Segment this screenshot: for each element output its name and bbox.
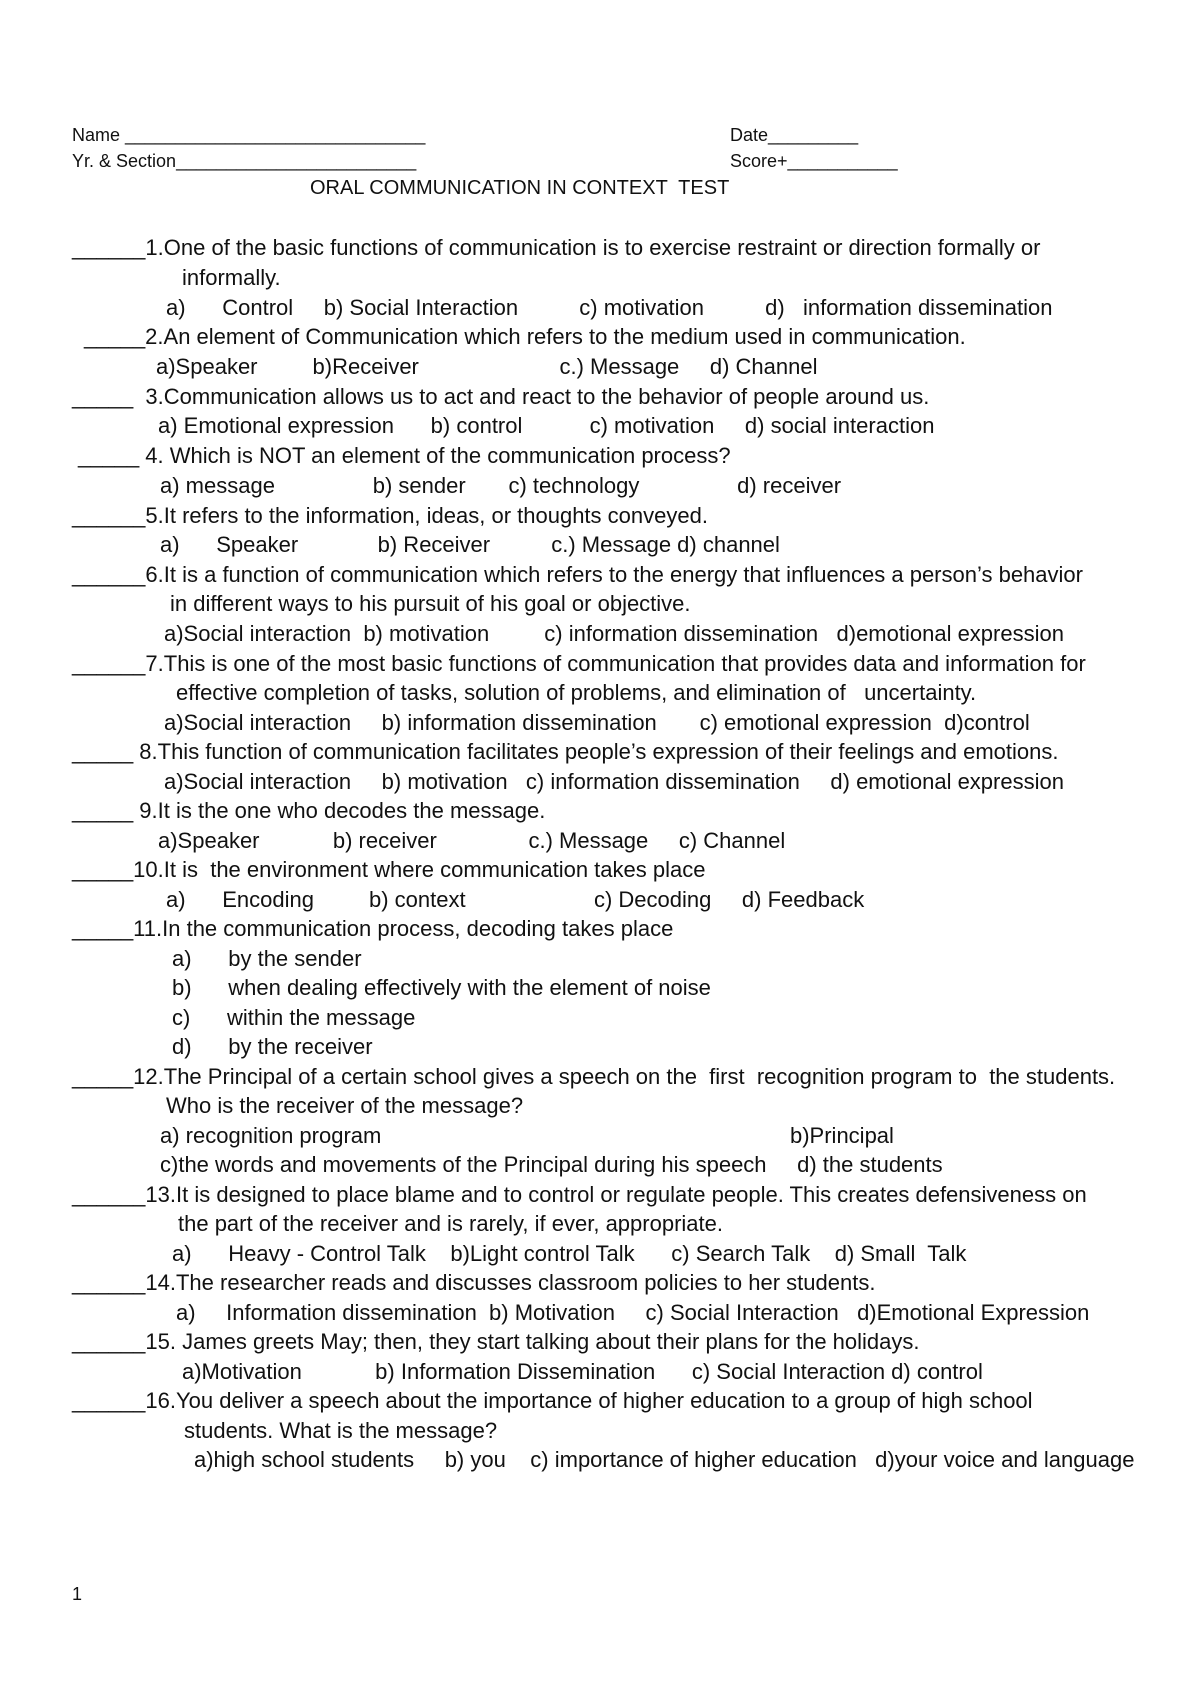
date-blank: _________ — [768, 125, 859, 145]
section-field — [72, 150, 416, 172]
score-field — [730, 150, 898, 172]
question-11-option-c: c) within the message — [172, 1005, 416, 1030]
question-7: ______7.This is one of the most basic functions of communication that provides data and information for — [72, 651, 1086, 676]
question-6: ______6.It is a function of communication which refers to the energy that influences a person’s behavior — [72, 562, 1083, 587]
question-6-continued: in different ways to his pursuit of his goal or objective. — [170, 591, 691, 616]
question-4-choices: a) message b) sender c) technology d) receiver — [160, 473, 842, 498]
score-label: Score+ — [730, 151, 788, 171]
question-16: ______16.You deliver a speech about the importance of higher education to a group of high school — [72, 1388, 1033, 1413]
question-6-choices: a)Social interaction b) motivation c) information dissemination d)emotional expression — [164, 621, 1064, 646]
question-7-continued: effective completion of tasks, solution of problems, and elimination of uncertainty. — [176, 680, 977, 705]
question-14-choices: a) Information dissemination b) Motivation c) Social Interaction d)Emotional Expression — [176, 1300, 1090, 1325]
question-12-continued: Who is the receiver of the message? — [166, 1093, 524, 1118]
question-8: _____ 8.This function of communication facilitates people’s expression of their feelings and emotions. — [72, 739, 1059, 764]
question-7-choices: a)Social interaction b) information dissemination c) emotional expression d)control — [164, 710, 1030, 735]
date-field — [730, 124, 858, 146]
question-12-choice-a: a) recognition program — [160, 1123, 382, 1148]
question-15-choices: a)Motivation b) Information Dissemination c) Social Interaction d) control — [182, 1359, 983, 1384]
question-10: _____10.It is the environment where communication takes place — [72, 857, 706, 882]
name-field — [72, 124, 425, 146]
page-title: ORAL COMMUNICATION IN CONTEXT TEST — [310, 177, 730, 199]
question-9: _____ 9.It is the one who decodes the message. — [72, 798, 546, 823]
question-13-choices: a) Heavy - Control Talk b)Light control Talk c) Search Talk d) Small Talk — [172, 1241, 967, 1266]
question-16-continued: students. What is the message? — [184, 1418, 498, 1443]
question-5: ______5.It refers to the information, ideas, or thoughts conveyed. — [72, 503, 708, 528]
page-number: 1 — [72, 1584, 83, 1604]
question-1: ______1.One of the basic functions of communication is to exercise restraint or direction formally or — [72, 235, 1041, 260]
score-blank: ___________ — [787, 151, 898, 171]
question-1-choices: a) Control b) Social Interaction c) motivation d) information dissemination — [166, 295, 1053, 320]
date-label: Date — [730, 125, 769, 145]
question-8-choices: a)Social interaction b) motivation c) information dissemination d) emotional expression — [164, 769, 1064, 794]
question-14: ______14.The researcher reads and discusses classroom policies to her students. — [72, 1270, 876, 1295]
question-16-choices: a)high school students b) you c) importance of higher education d)your voice and language — [194, 1447, 1135, 1472]
question-2: _____2.An element of Communication which refers to the medium used in communication. — [84, 324, 966, 349]
question-4: _____ 4. Which is NOT an element of the communication process? — [78, 443, 731, 468]
question-12-choices-cd: c)the words and movements of the Principal during his speech d) the students — [160, 1152, 943, 1177]
name-blank: ______________________________ — [125, 125, 426, 145]
question-3: _____ 3.Communication allows us to act and react to the behavior of people around us. — [72, 384, 930, 409]
question-12: _____12.The Principal of a certain school gives a speech on the first recognition program to the students. — [72, 1064, 1116, 1089]
question-13-continued: the part of the receiver and is rarely, if ever, appropriate. — [178, 1211, 723, 1236]
question-10-choices: a) Encoding b) context c) Decoding d) Feedback — [166, 887, 865, 912]
question-5-choices: a) Speaker b) Receiver c.) Message d) channel — [160, 532, 780, 557]
question-1-continued: informally. — [182, 265, 281, 290]
question-13: ______13.It is designed to place blame and to control or regulate people. This creates defensiveness on — [72, 1182, 1087, 1207]
question-12-choice-b: b)Principal — [790, 1123, 894, 1148]
question-11-option-d: d) by the receiver — [172, 1034, 373, 1059]
section-label: Yr. & Section — [72, 151, 177, 171]
question-9-choices: a)Speaker b) receiver c.) Message c) Channel — [158, 828, 786, 853]
question-11-option-b: b) when dealing effectively with the element of noise — [172, 975, 711, 1000]
question-11-option-a: a) by the sender — [172, 946, 362, 971]
name-label: Name — [72, 125, 121, 145]
section-blank: ________________________ — [176, 151, 417, 171]
question-11: _____11.In the communication process, decoding takes place — [72, 916, 674, 941]
question-15: ______15. James greets May; then, they start talking about their plans for the holidays. — [72, 1329, 920, 1354]
question-2-choices: a)Speaker b)Receiver c.) Message d) Channel — [156, 354, 818, 379]
question-3-choices: a) Emotional expression b) control c) motivation d) social interaction — [158, 413, 935, 438]
